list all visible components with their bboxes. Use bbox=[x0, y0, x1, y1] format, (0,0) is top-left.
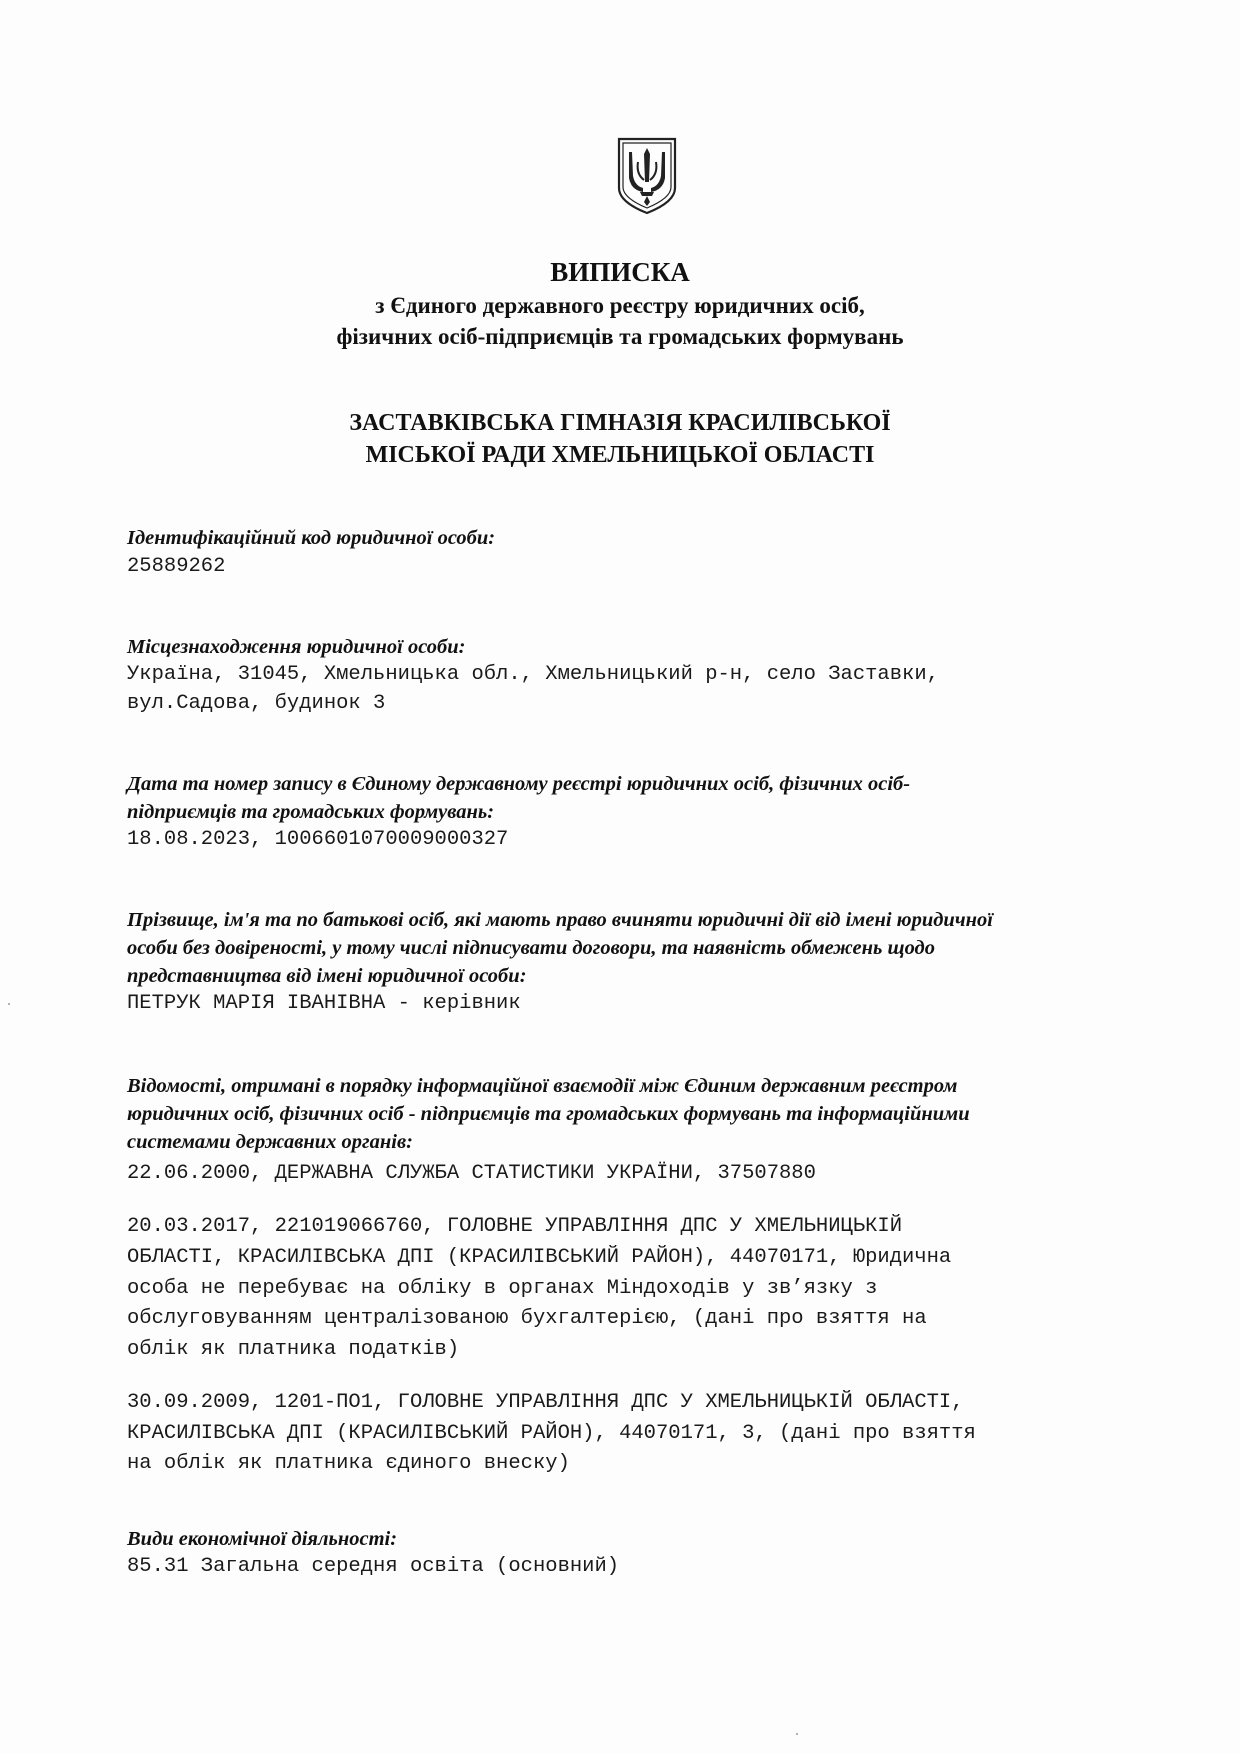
activities-value: 85.31 Загальна середня освіта (основний) bbox=[127, 1555, 620, 1578]
interaction-entry-2-line-5: облік як платника податків) bbox=[127, 1338, 460, 1361]
location-value-line-1: Україна, 31045, Хмельницька обл., Хмельницький р-н, село Заставки, bbox=[127, 663, 939, 686]
signatories-label-line-2: особи без довіреності, у тому числі підписувати договори, та наявність обмежень щодо bbox=[127, 937, 935, 959]
interaction-entry-1: 22.06.2000, ДЕРЖАВНА СЛУЖБА СТАТИСТИКИ УКРАЇНИ, 37507880 bbox=[127, 1162, 816, 1185]
interaction-entry-3-line-3: на облік як платника єдиного внеску) bbox=[127, 1452, 570, 1475]
id-code-value: 25889262 bbox=[127, 555, 226, 578]
record-label-line-1: Дата та номер запису в Єдиному державному реєстрі юридичних осіб, фізичних осіб- bbox=[127, 773, 911, 795]
record-label-line-2: підприємців та громадських формувань: bbox=[127, 801, 495, 823]
signatories-value: ПЕТРУК МАРІЯ ІВАНІВНА - керівник bbox=[127, 992, 521, 1015]
interaction-entry-2-line-2: ОБЛАСТІ, КРАСИЛІВСЬКА ДПІ (КРАСИЛІВСЬКИЙ РАЙОН), 44070171, Юридична bbox=[127, 1246, 952, 1269]
document-title: ВИПИСКА bbox=[550, 257, 690, 287]
interaction-label-line-1: Відомості, отримані в порядку інформаційної взаємодії між Єдиним державним реєстром bbox=[127, 1075, 958, 1097]
interaction-entry-3-line-1: 30.09.2009, 1201-ПО1, ГОЛОВНЕ УПРАВЛІННЯ ДПС У ХМЕЛЬНИЦЬКІЙ ОБЛАСТІ, bbox=[127, 1391, 964, 1414]
interaction-entry-3-line-2: КРАСИЛІВСЬКА ДПІ (КРАСИЛІВСЬКИЙ РАЙОН), 44070171, 3, (дані про взяття bbox=[127, 1422, 976, 1445]
organization-name-line-2: МІСЬКОЇ РАДИ ХМЕЛЬНИЦЬКОЇ ОБЛАСТІ bbox=[365, 442, 875, 468]
location-value-line-2: вул.Садова, будинок 3 bbox=[127, 692, 386, 715]
document-subtitle-line-2: фізичних осіб-підприємців та громадських формувань bbox=[336, 324, 904, 349]
signatories-label-line-1: Прізвище, ім'я та по батькові осіб, які мають право вчиняти юридичні дії від імені юридичної bbox=[127, 909, 993, 931]
interaction-label-line-3: системами державних органів: bbox=[127, 1131, 413, 1153]
organization-name-line-1: ЗАСТАВКІВСЬКА ГІМНАЗІЯ КРАСИЛІВСЬКОЇ bbox=[349, 410, 891, 436]
id-code-label: Ідентифікаційний код юридичної особи: bbox=[127, 527, 496, 549]
interaction-label-line-2: юридичних осіб, фізичних осіб - підприємців та громадських формувань та інформаційними bbox=[127, 1103, 970, 1125]
scan-speck bbox=[8, 1003, 10, 1005]
interaction-entry-2-line-3: особа не перебуває на обліку в органах Міндоходів у зв’язку з bbox=[127, 1277, 878, 1300]
document-subtitle-line-1: з Єдиного державного реєстру юридичних осіб, bbox=[375, 293, 865, 318]
activities-label: Види економічної діяльності: bbox=[127, 1528, 398, 1550]
interaction-entry-2-line-4: обслуговуванням централізованою бухгалтерією, (дані про взяття на bbox=[127, 1307, 927, 1330]
location-label: Місцезнаходження юридичної особи: bbox=[127, 636, 466, 658]
signatories-label-line-3: представництва від імені юридичної особи: bbox=[127, 965, 527, 987]
scan-speck bbox=[796, 1733, 798, 1735]
ukraine-trident-icon bbox=[616, 136, 678, 216]
record-value: 18.08.2023, 1006601070009000327 bbox=[127, 828, 509, 851]
interaction-entry-2-line-1: 20.03.2017, 221019066760, ГОЛОВНЕ УПРАВЛІННЯ ДПС У ХМЕЛЬНИЦЬКІЙ bbox=[127, 1215, 903, 1238]
